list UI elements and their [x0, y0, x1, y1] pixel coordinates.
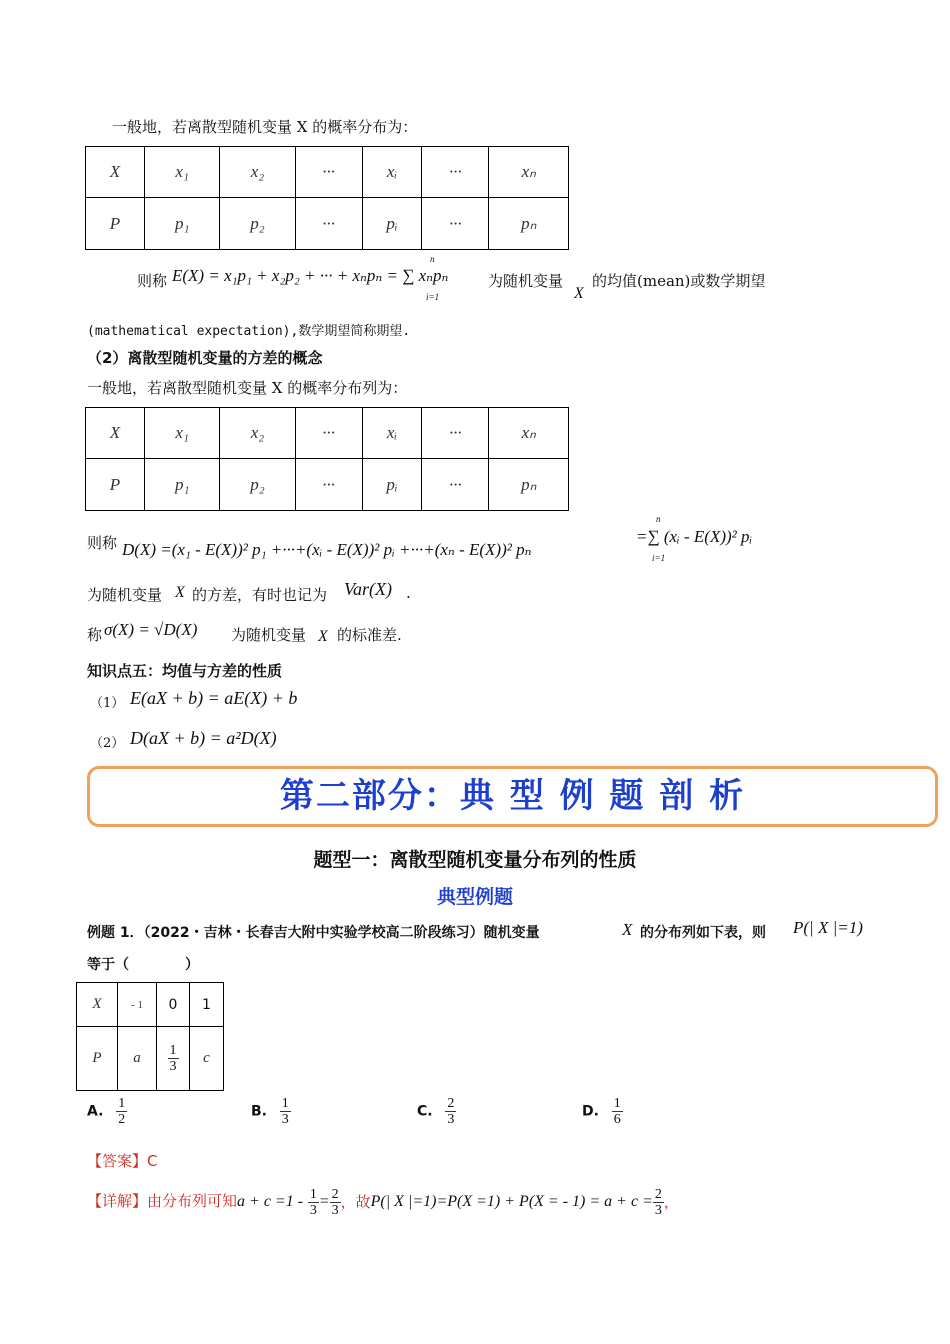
variance-prefix: 则称 — [87, 534, 118, 552]
table-row — [77, 983, 224, 1027]
expectation-mid: 为随机变量 — [488, 272, 564, 290]
fraction — [280, 1096, 291, 1127]
variance-line2-x: X — [175, 584, 185, 601]
table-cell: ··· — [295, 459, 362, 511]
variance-formula: D(X) =(x₁ - E(X))² p₁ +···+(xᵢ - E(X))² pᵢ +···+(xₙ - E(X))² pₙ — [122, 540, 532, 559]
table-cell: a — [118, 1027, 157, 1091]
table-cell: c — [190, 1027, 224, 1091]
std-prefix: 称 — [87, 626, 103, 644]
numerator: 2 — [654, 1186, 662, 1202]
variance-line2-a: 为随机变量 — [87, 586, 163, 604]
detail-formula: P(| X |=1)=P(X =1) + P(X = - 1) = a + c = — [370, 1193, 653, 1210]
sum-lower-limit: i=1 — [652, 553, 666, 563]
option-c[interactable] — [417, 1096, 456, 1127]
table-cell: xₙ — [489, 408, 569, 459]
table-cell: ··· — [295, 198, 362, 250]
table-cell: pᵢ — [362, 198, 422, 250]
table-cell: - 1 — [118, 983, 157, 1027]
intro-text-1: 一般地，若离散型随机变量 X 的概率分布为： — [112, 118, 418, 136]
table-cell: 0 — [157, 983, 190, 1027]
denominator: 3 — [281, 1112, 289, 1127]
table-cell: ··· — [422, 147, 489, 198]
table-cell: P — [77, 1027, 118, 1091]
denominator: 3 — [169, 1059, 177, 1074]
std-var: X — [318, 628, 328, 645]
detail-text: 由分布列可知 — [147, 1192, 238, 1210]
table-cell: x₁ — [145, 408, 220, 459]
std-mid: 为随机变量 — [231, 626, 307, 644]
fraction — [653, 1187, 664, 1218]
table-row-p — [86, 198, 569, 250]
table-cell: ··· — [422, 198, 489, 250]
section-2-title: （2）离散型随机变量的方差的概念 — [87, 349, 323, 367]
variance-line2-end: . — [406, 584, 411, 602]
table-cell: X — [77, 983, 118, 1027]
detail-end: ， — [663, 1193, 679, 1211]
example1-line2: 等于（ ） — [87, 957, 199, 973]
fraction — [612, 1096, 623, 1127]
option-label: C. — [417, 1103, 433, 1120]
table-row-p — [86, 459, 569, 511]
table-cell: x₂ — [220, 408, 295, 459]
denominator: 2 — [118, 1112, 126, 1127]
table-cell: ··· — [422, 408, 489, 459]
table-cell: p₂ — [220, 459, 295, 511]
numerator: 1 — [613, 1096, 621, 1111]
intro-text-2: 一般地，若离散型随机变量 X 的概率分布列为： — [87, 379, 408, 397]
table-cell: X — [86, 147, 145, 198]
table-cell: x₂ — [220, 147, 295, 198]
table-cell: pᵢ — [362, 459, 422, 511]
denominator: 3 — [447, 1112, 455, 1127]
typical-examples-heading: 典型例题 — [436, 886, 513, 908]
denominator: 6 — [613, 1112, 621, 1127]
table-cell: p₁ — [145, 198, 220, 250]
detail-formula: a + c =1 - — [237, 1193, 304, 1210]
std-formula: σ(X) = √D(X) — [104, 620, 198, 639]
table-cell: pₙ — [489, 198, 569, 250]
example1-mid: 的分布列如下表，则 — [640, 925, 766, 941]
denominator: 3 — [331, 1202, 339, 1218]
denominator: 3 — [654, 1202, 662, 1218]
section-banner — [87, 766, 938, 827]
banner-title: 第二部分：典 型 例 题 剖 析 — [279, 776, 746, 816]
table-cell: xₙ — [489, 147, 569, 198]
answer-tag: 【答案】 — [87, 1152, 148, 1170]
expectation-var: X — [574, 285, 584, 302]
numerator: 1 — [281, 1096, 289, 1111]
equals: = — [318, 1193, 330, 1210]
expectation-formula: E(X) = x₁p₁ + x₂p₂ + ··· + xₙpₙ = ∑ xₙpₙ — [172, 266, 449, 285]
fraction — [445, 1096, 456, 1127]
option-d[interactable] — [582, 1096, 623, 1127]
table-row — [77, 1027, 224, 1091]
numerator: 1 — [169, 1043, 177, 1058]
table-cell: ··· — [295, 408, 362, 459]
table-cell: pₙ — [489, 459, 569, 511]
table-cell: ··· — [422, 459, 489, 511]
expectation-prefix: 则称 — [137, 272, 168, 290]
prop1-formula: E(aX + b) = aE(X) + b — [130, 688, 298, 708]
numerator: 2 — [447, 1096, 455, 1111]
table-cell: xᵢ — [362, 147, 422, 198]
variance-line2-b: 的方差，有时也记为 — [192, 586, 328, 604]
option-b[interactable] — [251, 1096, 291, 1127]
variance-sum: =∑ (xᵢ - E(X))² pᵢ — [636, 527, 753, 546]
example1-var: X — [622, 920, 633, 939]
numerator: 2 — [331, 1186, 339, 1202]
fraction — [308, 1187, 319, 1218]
fraction — [330, 1187, 341, 1218]
table-cell: 1 — [190, 983, 224, 1027]
table-cell: P — [86, 198, 145, 250]
table-cell: xᵢ — [362, 408, 422, 459]
numerator: 1 — [118, 1096, 126, 1111]
distribution-table-2 — [85, 407, 569, 511]
sum-upper-limit: n — [430, 254, 435, 264]
table-cell — [157, 1027, 190, 1091]
detail-tag: 【详解】 — [87, 1192, 148, 1210]
option-label: D. — [582, 1103, 599, 1120]
expectation-line2: (mathematical expectation),数学期望简称期望. — [87, 324, 411, 339]
option-label: A. — [87, 1103, 104, 1120]
sum-upper-limit: n — [656, 514, 661, 524]
fraction — [168, 1043, 179, 1074]
table-cell: X — [86, 408, 145, 459]
table-cell: P — [86, 459, 145, 511]
table-cell: p₁ — [145, 459, 220, 511]
example1-prob: P(| X |=1) — [793, 918, 863, 937]
type1-title: 题型一：离散型随机变量分布列的性质 — [313, 849, 637, 871]
table-cell: x₁ — [145, 147, 220, 198]
kp5-title: 知识点五：均值与方差的性质 — [87, 662, 283, 680]
prop1-label: （1） — [90, 696, 125, 711]
answer-value: C — [147, 1152, 158, 1170]
table-row-x — [86, 147, 569, 198]
answer-line — [87, 1150, 158, 1171]
prop2-formula: D(aX + b) = a²D(X) — [130, 728, 277, 748]
table-cell: ··· — [295, 147, 362, 198]
option-a[interactable] — [87, 1096, 127, 1127]
example1-text: 例题 1．（2022・吉林・长春吉大附中实验学校高二阶段练习）随机变量 — [87, 925, 540, 941]
distribution-table-1 — [85, 146, 569, 250]
example1-table — [76, 982, 224, 1091]
option-label: B. — [251, 1103, 267, 1120]
denominator: 3 — [309, 1202, 317, 1218]
fraction — [116, 1096, 127, 1127]
numerator: 1 — [309, 1186, 317, 1202]
variance-line2-var: Var(X) — [344, 579, 392, 599]
detail-line — [87, 1181, 679, 1222]
detail-text: ，故 — [340, 1193, 371, 1211]
expectation-suffix: 的均值(mean)或数学期望 — [592, 272, 766, 290]
std-suffix: 的标准差. — [337, 626, 402, 644]
table-cell: p₂ — [220, 198, 295, 250]
prop2-label: （2） — [90, 736, 125, 751]
table-row-x — [86, 408, 569, 459]
sum-lower-limit: i=1 — [426, 292, 440, 302]
